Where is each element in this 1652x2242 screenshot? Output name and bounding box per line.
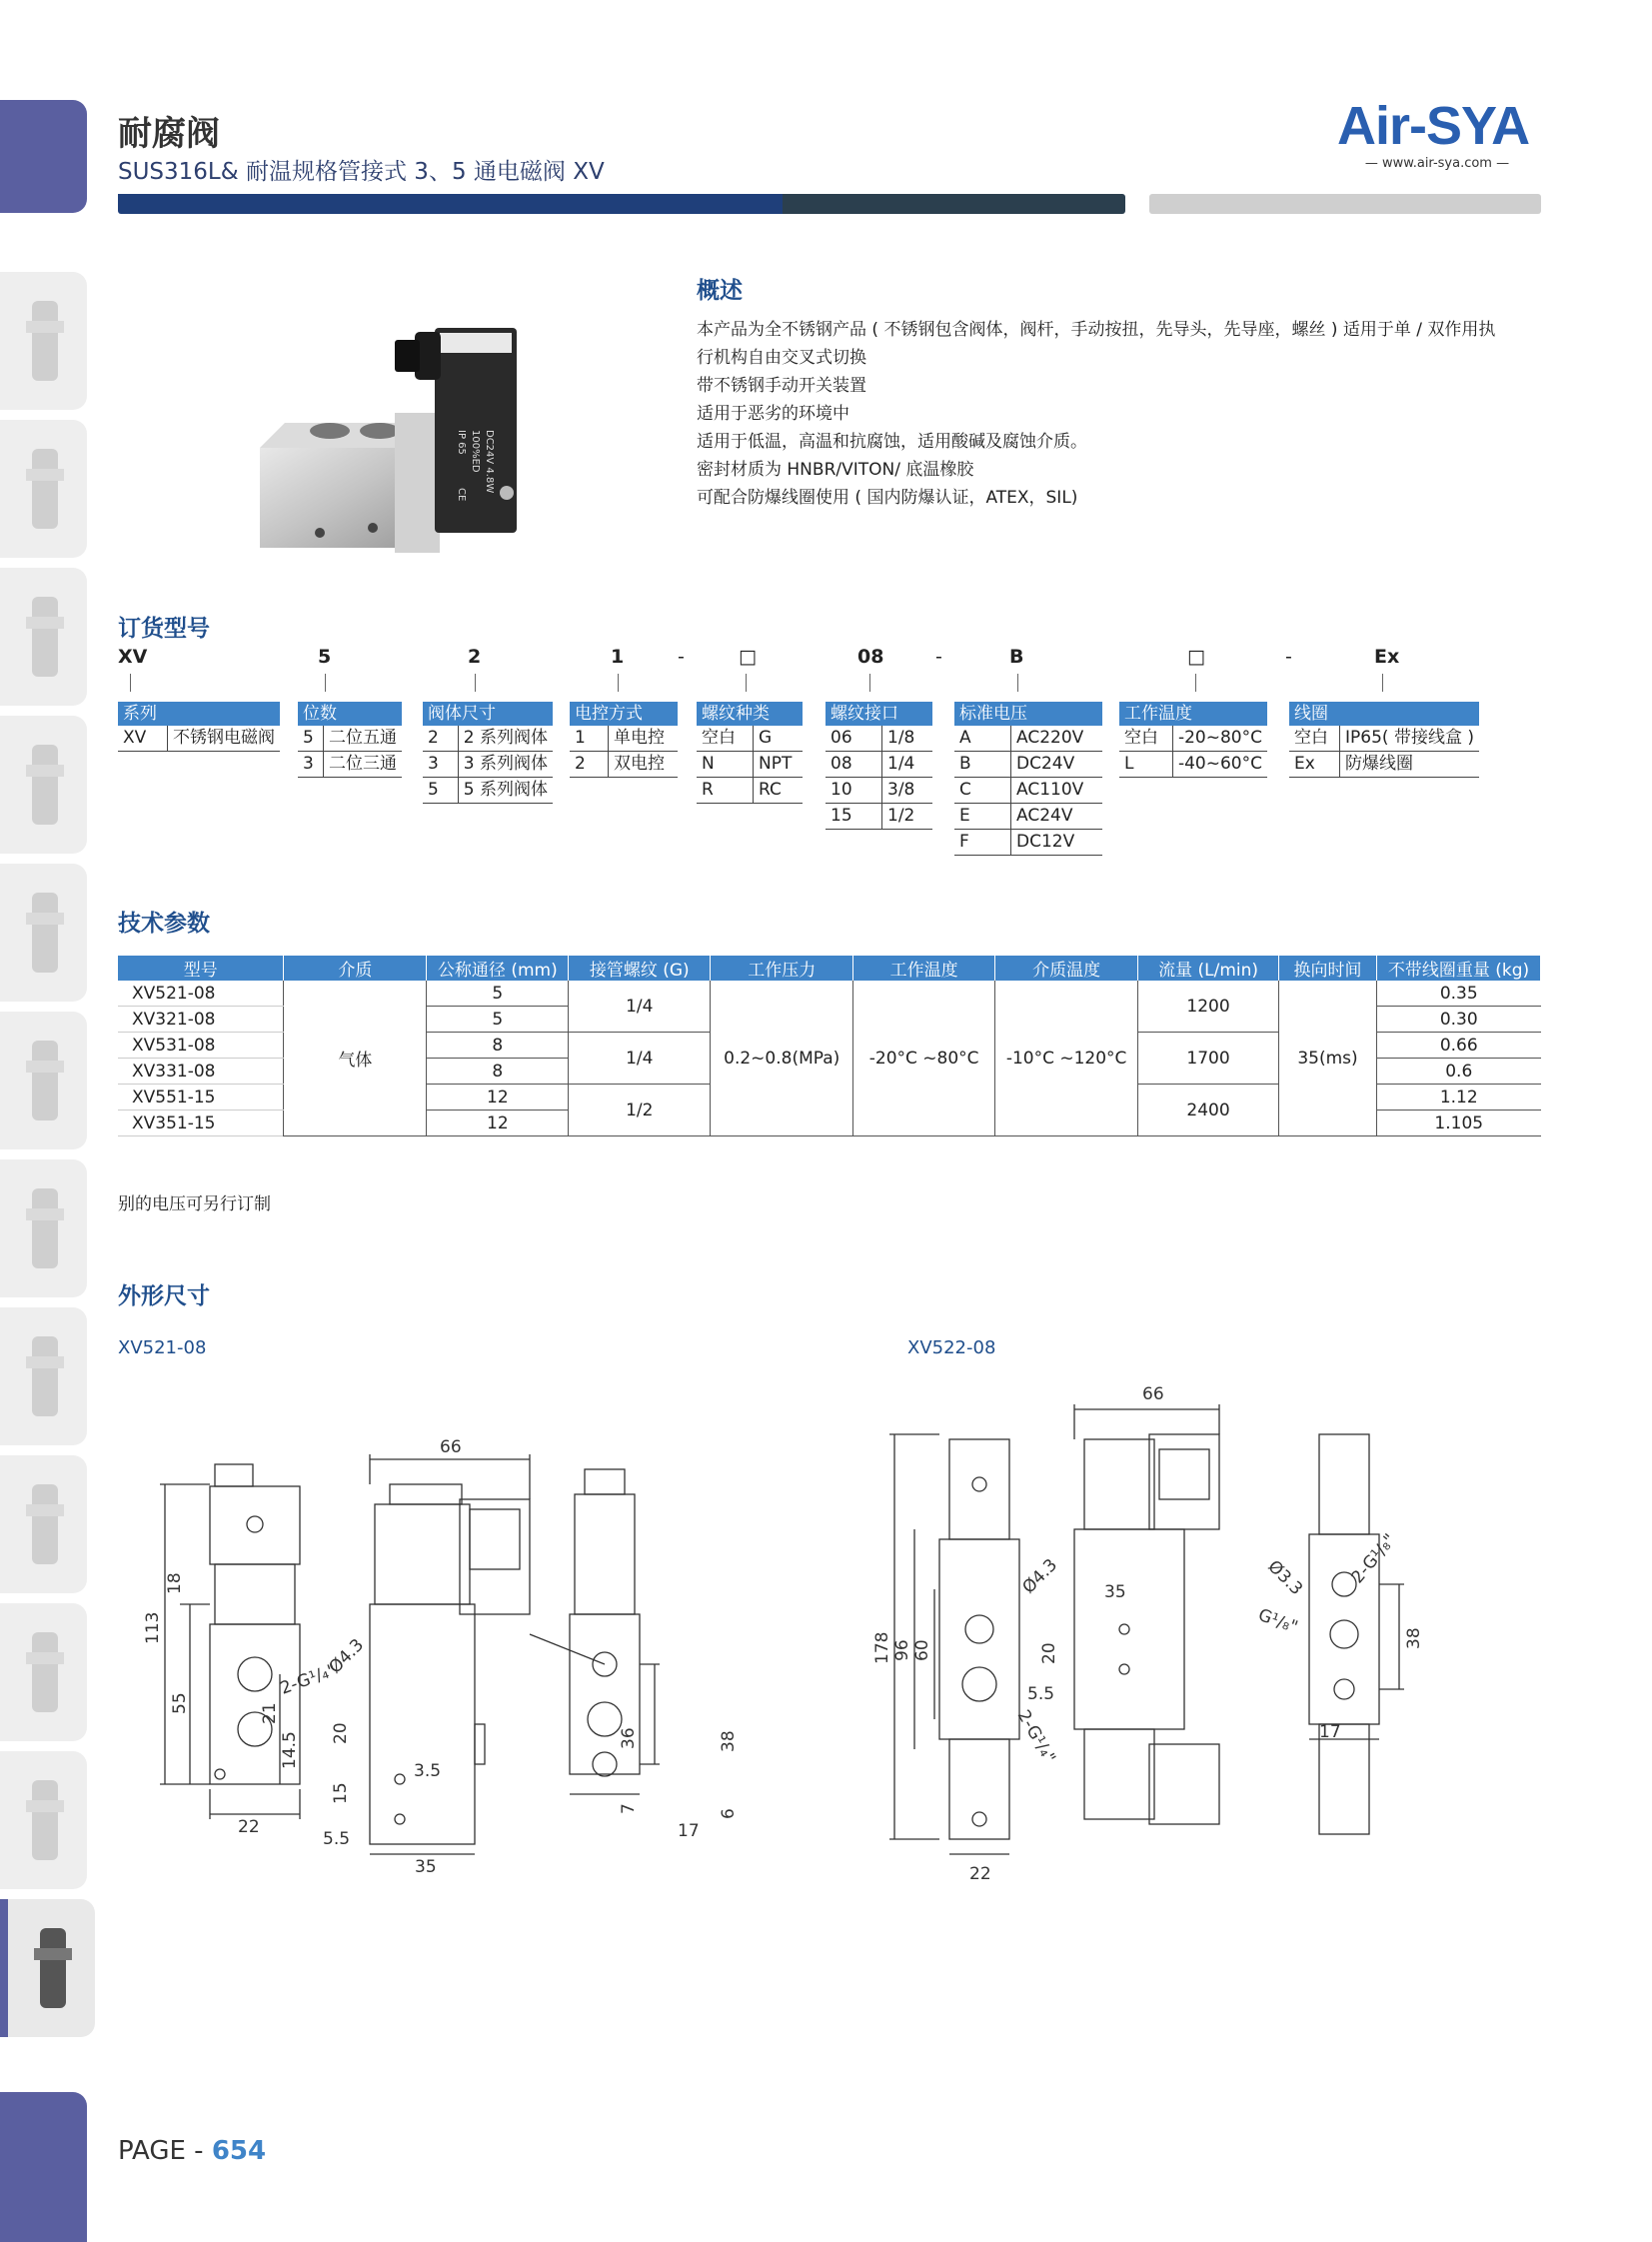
- table-row: [697, 726, 803, 752]
- option-code: N: [697, 752, 754, 778]
- medium-cell: 气体: [284, 981, 427, 1136]
- order-option-table: [423, 726, 553, 804]
- column-header: 介质温度: [995, 956, 1138, 981]
- table-row: [826, 778, 932, 804]
- dim-17: 17: [1319, 1722, 1341, 1742]
- table-row: [423, 752, 553, 778]
- dim-5-5: 5.5: [323, 1829, 351, 1849]
- dim-d4-3: Ø4.3: [1018, 1554, 1062, 1598]
- side-tab-muffler[interactable]: [0, 1751, 87, 1889]
- drawing-xv521: [130, 1424, 770, 1884]
- order-option-column: [697, 702, 803, 804]
- option-code: 3: [298, 752, 324, 778]
- table-row: [954, 778, 1102, 804]
- order-code-part: 5: [318, 646, 332, 668]
- order-option-column: [118, 702, 280, 752]
- option-code: 空白: [1119, 726, 1172, 752]
- table-row: [570, 726, 678, 752]
- option-desc: AC220V: [1011, 726, 1103, 752]
- weight-cell: 1.12: [1377, 1085, 1541, 1111]
- table-row: [697, 752, 803, 778]
- table-row: [826, 726, 932, 752]
- order-code-part: Ex: [1374, 646, 1400, 668]
- dim-d4-3: Ø4.3: [325, 1634, 369, 1678]
- filter-icon: [22, 286, 68, 396]
- option-desc: 2 系列阀体: [458, 726, 553, 752]
- dim-20: 20: [1039, 1642, 1059, 1664]
- page-title: 耐腐阀: [118, 114, 220, 154]
- table-row: [1289, 752, 1479, 778]
- side-tab-filter[interactable]: [0, 272, 87, 410]
- option-desc: IP65( 带接线盒 ): [1340, 726, 1479, 752]
- dim-38: 38: [1404, 1627, 1424, 1649]
- option-code: Ex: [1289, 752, 1340, 778]
- side-tab-pressure-switch[interactable]: [0, 1307, 87, 1445]
- option-desc: 双电控: [609, 752, 679, 778]
- overview-line: 行机构自由交叉式切换: [697, 348, 866, 368]
- option-desc: -20~80°C: [1172, 726, 1267, 752]
- side-tab-lubricator[interactable]: [0, 420, 87, 558]
- option-desc: 单电控: [609, 726, 679, 752]
- ordering-heading: 订货型号: [118, 616, 210, 642]
- option-desc: 1/2: [882, 804, 933, 830]
- thread-cell: 1/4: [569, 981, 711, 1033]
- order-code-tick: [869, 674, 870, 692]
- option-code: 5: [423, 778, 458, 804]
- option-desc: 1/4: [882, 752, 933, 778]
- tech-table-header: [118, 956, 1541, 981]
- order-option-header: 螺纹种类: [697, 702, 803, 726]
- option-code: C: [954, 778, 1011, 804]
- option-desc: -40~60°C: [1172, 752, 1267, 778]
- order-code-part: XV: [118, 646, 148, 668]
- option-code: B: [954, 752, 1011, 778]
- order-code-tick: [1017, 674, 1018, 692]
- option-desc: 3/8: [882, 778, 933, 804]
- column-header: 介质: [284, 956, 427, 981]
- solenoid-icon: [22, 1026, 68, 1135]
- table-row: [298, 726, 402, 752]
- column-header: 工作压力: [711, 956, 853, 981]
- flow-cell: 1700: [1138, 1033, 1279, 1085]
- dim-2g14: 2-G¹/₄": [1012, 1706, 1059, 1767]
- order-option-header: 系列: [118, 702, 280, 726]
- weight-cell: 0.66: [1377, 1033, 1541, 1059]
- tech-table: [118, 956, 1541, 1136]
- option-code: R: [697, 778, 754, 804]
- order-option-table: [298, 726, 402, 778]
- dim-18: 18: [165, 1572, 185, 1594]
- bore-cell: 5: [427, 1007, 569, 1033]
- dim-35: 35: [1104, 1582, 1126, 1602]
- page-subtitle: SUS316L& 耐温规格管接式 3、5 通电磁阀 XV: [118, 159, 605, 185]
- order-code-part: B: [1009, 646, 1024, 668]
- option-desc: 5 系列阀体: [458, 778, 553, 804]
- order-code-tick: [746, 674, 747, 692]
- work-temp-cell: -20°C ~80°C: [853, 981, 995, 1136]
- option-desc: AC110V: [1011, 778, 1103, 804]
- option-desc: 3 系列阀体: [458, 752, 553, 778]
- order-code-part: 2: [468, 646, 482, 668]
- order-code-part: □: [1187, 646, 1205, 668]
- bore-cell: 8: [427, 1033, 569, 1059]
- order-option-header: 电控方式: [570, 702, 678, 726]
- column-header: 公称通径 (mm): [427, 956, 569, 981]
- dim-5-5: 5.5: [1027, 1684, 1055, 1704]
- option-code: 空白: [1289, 726, 1340, 752]
- tech-heading: 技术参数: [118, 911, 210, 937]
- order-code-tick: [475, 674, 476, 692]
- dim-35: 35: [415, 1857, 437, 1877]
- product-photo: [255, 318, 575, 558]
- order-option-header: 线圈: [1289, 702, 1479, 726]
- bracket-icon: [22, 1469, 68, 1579]
- dim-7: 7: [619, 1803, 639, 1814]
- table-row: [954, 726, 1102, 752]
- dim-55: 55: [170, 1692, 190, 1714]
- dim-60: 60: [912, 1639, 932, 1661]
- dim-g18: G¹/₈": [1255, 1604, 1301, 1638]
- column-header: 型号: [118, 956, 284, 981]
- order-option-column: [1119, 702, 1267, 778]
- dim-3-5: 3.5: [414, 1761, 442, 1781]
- bore-cell: 12: [427, 1111, 569, 1136]
- dim-178: 178: [872, 1631, 892, 1664]
- side-tab-top: [0, 100, 87, 213]
- overview-text: [697, 316, 1556, 512]
- dim-36: 36: [619, 1727, 639, 1749]
- header-bar-teal: [783, 194, 1125, 214]
- order-code-part: -: [1285, 646, 1292, 668]
- order-option-header: 位数: [298, 702, 402, 726]
- overview-line: 适用于低温，高温和抗腐蚀，适用酸碱及腐蚀介质。: [697, 432, 1087, 452]
- coil-label-4: CE: [456, 488, 467, 502]
- option-code: XV: [118, 726, 168, 752]
- table-row: [1119, 726, 1267, 752]
- option-desc: 1/8: [882, 726, 933, 752]
- elbow-icon: [22, 1617, 68, 1727]
- order-option-table: [118, 726, 280, 752]
- order-option-header: 螺纹接口: [826, 702, 932, 726]
- option-code: 5: [298, 726, 324, 752]
- header-bar-dark: [118, 194, 783, 214]
- dim-2g18: 2-G¹/₈": [1347, 1529, 1401, 1588]
- dim-14-5: 14.5: [280, 1731, 300, 1769]
- order-option-table: [1119, 726, 1267, 778]
- model-cell: XV351-15: [118, 1111, 284, 1136]
- order-code-part: 08: [857, 646, 884, 668]
- overview-line: 本产品为全不锈钢产品 ( 不锈钢包含阀体，阀杆，手动按扭，先导头，先导座，螺丝 ) 适用于单 / 双作用执: [697, 320, 1496, 340]
- model-cell: XV331-08: [118, 1059, 284, 1085]
- option-desc: AC24V: [1011, 804, 1103, 830]
- overview-heading: 概述: [697, 278, 743, 304]
- order-option-table: [697, 726, 803, 804]
- order-option-column: [423, 702, 553, 804]
- order-option-header: 标准电压: [954, 702, 1102, 726]
- bore-cell: 8: [427, 1059, 569, 1085]
- column-header: 流量 (L/min): [1138, 956, 1279, 981]
- side-view: [1074, 1404, 1219, 1824]
- overview-line: 密封材质为 HNBR/VITON/ 底温橡胶: [697, 460, 974, 480]
- table-row: [423, 778, 553, 804]
- table-row: [826, 804, 932, 830]
- overview-line: 带不锈钢手动开关装置: [697, 376, 866, 396]
- option-desc: 二位五通: [324, 726, 403, 752]
- model-cell: XV321-08: [118, 1007, 284, 1033]
- table-row: [570, 752, 678, 778]
- order-code-tick: [1382, 674, 1383, 692]
- option-code: 2: [423, 726, 458, 752]
- positioner-icon: [22, 878, 68, 988]
- column-header: 工作温度: [853, 956, 995, 981]
- dim-38: 38: [719, 1730, 739, 1752]
- order-option-column: [826, 702, 932, 830]
- option-code: A: [954, 726, 1011, 752]
- weight-cell: 0.35: [1377, 981, 1541, 1007]
- left-drawing-label: XV521-08: [118, 1337, 207, 1358]
- coil-label-3: IP 65: [456, 430, 467, 455]
- side-tab-explosion-proof[interactable]: [0, 1899, 95, 2037]
- order-code-tick: [325, 674, 326, 692]
- side-tab-regulator[interactable]: [0, 568, 87, 706]
- flow-cell: 1200: [1138, 981, 1279, 1033]
- dim-17: 17: [678, 1821, 700, 1841]
- page-number: [118, 2136, 266, 2166]
- order-option-table: [826, 726, 932, 830]
- weight-cell: 0.6: [1377, 1059, 1541, 1085]
- option-desc: 不锈钢电磁阀: [168, 726, 281, 752]
- option-code: 10: [826, 778, 882, 804]
- valve-actuator-icon: [22, 730, 68, 840]
- order-option-column: [298, 702, 402, 778]
- order-code-tick: [130, 674, 131, 692]
- dim-21: 21: [260, 1702, 280, 1724]
- table-row: [1119, 752, 1267, 778]
- order-code-tick: [618, 674, 619, 692]
- pressure-switch-icon: [22, 1321, 68, 1431]
- table-row: [954, 752, 1102, 778]
- dim-6: 6: [719, 1808, 739, 1819]
- option-code: L: [1119, 752, 1172, 778]
- option-code: 08: [826, 752, 882, 778]
- dim-22: 22: [969, 1864, 991, 1884]
- order-option-column: [1289, 702, 1479, 778]
- lubricator-icon: [22, 434, 68, 544]
- brand-logo: [1337, 96, 1537, 178]
- order-code-part: □: [739, 646, 757, 668]
- thread-cell: 1/2: [569, 1085, 711, 1136]
- model-cell: XV521-08: [118, 981, 284, 1007]
- option-desc: RC: [754, 778, 804, 804]
- thread-cell: 1/4: [569, 1033, 711, 1085]
- table-row: [1289, 726, 1479, 752]
- order-code-part: 1: [611, 646, 625, 668]
- option-desc: DC24V: [1011, 752, 1103, 778]
- option-code: 06: [826, 726, 882, 752]
- coil-label-1: DC24V 4.8W: [484, 430, 495, 494]
- flow-cell: 2400: [1138, 1085, 1279, 1136]
- table-row: [118, 726, 280, 752]
- page-number-value: 654: [211, 2136, 267, 2166]
- muffler-icon: [22, 1765, 68, 1875]
- dim-20: 20: [331, 1722, 351, 1744]
- dim-width-66: 66: [440, 1437, 462, 1457]
- side-tab-bottom: [0, 2092, 87, 2242]
- side-tab-bracket[interactable]: [0, 1455, 87, 1593]
- dim-height-113: 113: [143, 1611, 163, 1644]
- option-code: E: [954, 804, 1011, 830]
- page-prefix: PAGE -: [118, 2136, 212, 2166]
- regulator-icon: [22, 582, 68, 692]
- table-row: [954, 830, 1102, 856]
- bore-cell: 12: [427, 1085, 569, 1111]
- end-view: [1309, 1434, 1404, 1834]
- overview-line: 适用于恶劣的环境中: [697, 404, 849, 424]
- option-desc: NPT: [754, 752, 804, 778]
- side-tab-valve-actuator[interactable]: [0, 716, 87, 854]
- order-option-table: [570, 726, 678, 778]
- order-code-part: -: [678, 646, 685, 668]
- column-header: 接管螺纹 (G): [569, 956, 711, 981]
- column-header: 不带线圈重量 (kg): [1377, 956, 1541, 981]
- pressure-cell: 0.2~0.8(MPa): [711, 981, 853, 1136]
- weight-cell: 1.105: [1377, 1111, 1541, 1136]
- explosion-proof-icon: [30, 1913, 76, 2023]
- table-row: [118, 981, 1541, 1007]
- dim-d3-3: Ø3.3: [1263, 1556, 1307, 1600]
- option-desc: DC12V: [1011, 830, 1103, 856]
- option-desc: 二位三通: [324, 752, 403, 778]
- voltage-note: 别的电压可另行订制: [118, 1194, 271, 1214]
- weight-cell: 0.30: [1377, 1007, 1541, 1033]
- side-tab-positioner[interactable]: [0, 864, 87, 1002]
- bore-cell: 5: [427, 981, 569, 1007]
- option-desc: G: [754, 726, 804, 752]
- option-code: 3: [423, 752, 458, 778]
- dim-22: 22: [238, 1817, 260, 1837]
- order-option-column: [570, 702, 678, 778]
- overview-line: 可配合防爆线圈使用 ( 国内防爆认证，ATEX，SIL): [697, 488, 1078, 508]
- logo-text: Air-SYA: [1337, 96, 1530, 156]
- side-view: [370, 1454, 530, 1854]
- header-bar-grey: [1149, 194, 1541, 214]
- flow-valve-icon: [22, 1173, 68, 1283]
- option-desc: 防爆线圈: [1340, 752, 1479, 778]
- table-row: [826, 752, 932, 778]
- table-row: [298, 752, 402, 778]
- dim-width-66: 66: [1142, 1384, 1164, 1404]
- order-option-table: [1289, 726, 1479, 778]
- order-option-header: 阀体尺寸: [423, 702, 553, 726]
- logo-url: — www.air-sya.com —: [1364, 156, 1510, 171]
- dim-2g14: 2-G¹/₄": [277, 1660, 340, 1699]
- table-row: [954, 804, 1102, 830]
- dim-96: 96: [892, 1639, 912, 1661]
- option-code: 1: [570, 726, 609, 752]
- option-code: 空白: [697, 726, 754, 752]
- medium-temp-cell: -10°C ~120°C: [995, 981, 1138, 1136]
- order-option-header: 工作温度: [1119, 702, 1267, 726]
- dimensions-heading: 外形尺寸: [118, 1283, 210, 1309]
- drawing-xv522: [859, 1379, 1549, 1919]
- front-view: [160, 1464, 300, 1819]
- option-code: 15: [826, 804, 882, 830]
- order-code-tick: [1195, 674, 1196, 692]
- right-drawing-label: XV522-08: [907, 1337, 996, 1358]
- dim-15: 15: [331, 1782, 351, 1804]
- order-option-table: [954, 726, 1102, 856]
- side-tab-elbow[interactable]: [0, 1603, 87, 1741]
- order-option-column: [954, 702, 1102, 856]
- logo-url-text: www.air-sya.com: [1382, 156, 1492, 171]
- model-cell: XV551-15: [118, 1085, 284, 1111]
- table-row: [423, 726, 553, 752]
- order-code-part: -: [935, 646, 942, 668]
- switch-time-cell: 35(ms): [1279, 981, 1377, 1136]
- table-row: [697, 778, 803, 804]
- option-code: 2: [570, 752, 609, 778]
- end-view: [530, 1469, 660, 1794]
- side-tab-solenoid[interactable]: [0, 1012, 87, 1149]
- option-code: F: [954, 830, 1011, 856]
- model-cell: XV531-08: [118, 1033, 284, 1059]
- column-header: 换向时间: [1279, 956, 1377, 981]
- coil-label-2: 100%ED: [470, 430, 481, 473]
- side-tab-flow-valve[interactable]: [0, 1159, 87, 1297]
